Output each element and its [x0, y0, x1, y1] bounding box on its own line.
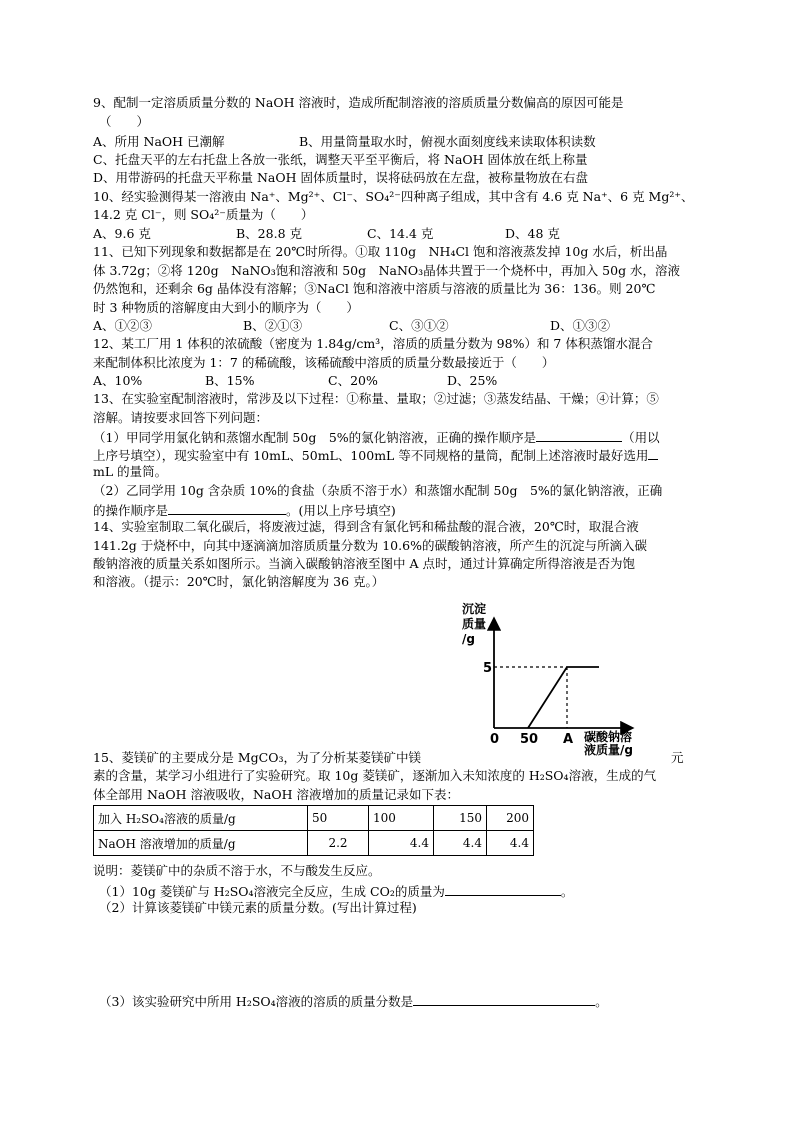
- q9-paren: （ ）: [99, 114, 150, 129]
- q15-line-1b: 元: [671, 750, 684, 765]
- precipitate-chart: [456, 593, 676, 758]
- q15-p1-text: （1）10g 菱镁矿与 H₂SO₄溶液完全反应，生成 CO₂的质量为: [99, 884, 445, 899]
- q11-option-a: A、①②③: [93, 318, 153, 333]
- q9-option-b-text: B、用量筒量取水时，俯视水面刻度线来读取体积读数: [299, 134, 596, 149]
- q11-option-c: C、③①②: [389, 318, 449, 333]
- q9-option-a-text: A、所用 NaOH 已潮解: [93, 134, 225, 149]
- y-axis-label-line: 沉淀: [462, 602, 487, 616]
- q9-stem: 9、配制一定溶质质量分数的 NaOH 溶液时，造成所配制溶液的溶质质量分数偏高的原因可能是: [93, 95, 624, 110]
- q15-part-1: [99, 881, 573, 901]
- origin-label: 0: [490, 732, 500, 747]
- q13-p1-text-a: （1）甲同学用氯化钠和蒸馏水配制 50g 5%的氯化钠溶液，正确的操作顺序是: [93, 430, 537, 445]
- y-axis-label-line: 质量: [462, 617, 487, 631]
- q15-part-2: （2）计算该菱镁矿中镁元素的质量分数。(写出计算过程): [99, 900, 417, 915]
- q10-option-d: D、48 克: [505, 226, 560, 241]
- y-axis-label: [462, 601, 486, 646]
- q13-part-1-line-2: [93, 445, 658, 465]
- q10-option-c: C、14.4 克: [367, 226, 434, 241]
- x-axis-label-line: 液质量/g: [584, 743, 633, 757]
- table-row-label: NaOH 溶液增加的质量/g: [94, 831, 308, 856]
- q13-line-2: 溶解。请按要求回答下列问题：: [93, 410, 269, 425]
- table-cell: 4.4: [369, 831, 434, 856]
- x-tick-label: 50: [520, 732, 539, 747]
- q11-option-d: D、①③②: [550, 318, 611, 333]
- q15-p3-answer-blank[interactable]: [413, 991, 595, 1006]
- x-tick-label: A: [563, 732, 574, 747]
- q13-p1-text-b: （用以: [622, 430, 660, 445]
- q13-p2-text-c: 。(用以上序号填空): [286, 503, 396, 518]
- q9-option-a: [93, 133, 596, 151]
- q13-p2-answer-blank[interactable]: [168, 500, 286, 515]
- x-axis-label-line: 碳酸钠溶: [584, 730, 633, 744]
- q12-line-1: 12、某工厂用 1 体积的浓硫酸（密度为 1.84g/cm³，溶质的质量分数为 98%）和 7 体积蒸馏水混合: [93, 336, 653, 351]
- q15-p1-end: 。: [560, 884, 574, 899]
- table-row-label: 加入 H₂SO₄溶液的质量/g: [94, 806, 308, 831]
- q13-p1-text-c: 上序号填空），现实验室中有 10mL、50mL、100mL 等不同规格的量筒，配制上述溶液时最好选用: [93, 448, 649, 463]
- q10-option-a: A、9.6 克: [93, 226, 151, 241]
- q13-p1-cylinder-blank[interactable]: [648, 445, 658, 460]
- q15-line-1a: 15、菱镁矿的主要成分是 MgCO₃，为了分析某菱镁矿中镁: [93, 750, 422, 765]
- q14-line-4: 和溶液。（提示：20℃时，氯化钠溶解度为 36 克。）: [93, 574, 385, 589]
- q15-part-3: [99, 991, 608, 1011]
- data-table: [93, 805, 534, 856]
- q13-p1-answer-blank[interactable]: [536, 427, 622, 442]
- table-cell: 4.4: [434, 831, 487, 856]
- table-cell: 50: [308, 806, 369, 831]
- q15-note: 说明：菱镁矿中的杂质不溶于水，不与酸发生反应。: [93, 863, 381, 878]
- series-line: [528, 667, 599, 728]
- table-cell: 150: [434, 806, 487, 831]
- q9-option-d: D、用带游码的托盘天平称量 NaOH 固体质量时，误将砝码放在左盘，被称量物放在右盘: [93, 170, 589, 185]
- q13-p2-text-a: （2）乙同学用 10g 含杂质 10%的食盐（杂质不溶于水）和蒸馏水配制 50g 5%的氯化钠溶液，正确: [93, 483, 663, 498]
- q12-line-2: 来配制体积比浓度为 1：7 的稀硫酸，该稀硫酸中溶质的质量分数最接近于（ ）: [93, 355, 555, 370]
- y-tick-label: 5: [483, 661, 493, 676]
- table-cell: 200: [487, 806, 534, 831]
- chart-marks: [483, 661, 599, 747]
- q14-line-1: 14、实验室制取二氧化碳后，将废液过滤，得到含有氯化钙和稀盐酸的混合液，20℃时，取混合液: [93, 519, 639, 534]
- q15-p3-text: （3）该实验研究中所用 H₂SO₄溶液的溶质的质量分数是: [99, 994, 414, 1009]
- q11-line-3: 仍然饱和，还剩余 6g 晶体没有溶解；③NaCl 饱和溶液中溶质与溶液的质量比为 36：136。则 20℃: [93, 281, 656, 296]
- q12-option-d: D、25%: [447, 373, 498, 388]
- table-cell: 2.2: [308, 831, 369, 856]
- q15-p3-end: 。: [595, 994, 608, 1009]
- table-row: [94, 831, 534, 856]
- q12-option-c: C、20%: [328, 373, 378, 388]
- table-cell: 4.4: [487, 831, 534, 856]
- q12-option-a: A、10%: [93, 373, 143, 388]
- q11-line-4: 时 3 种物质的溶解度由大到小的顺序为（ ）: [93, 300, 359, 315]
- q15-line-2: 素的含量，某学习小组进行了实验研究。取 10g 菱镁矿，逐渐加入未知浓度的 H₂SO₄溶液，生成的气: [93, 768, 657, 783]
- q13-part-1-line-1: [93, 427, 660, 447]
- q13-part-2-line-2: [93, 500, 396, 520]
- q11-line-2: 体 3.72g；②将 120g NaNO₃饱和溶液和 50g NaNO₃晶体共置于一个烧杯中，再加入 50g 水，溶液: [93, 263, 681, 278]
- table-cell: 100: [369, 806, 434, 831]
- q14-line-3: 酸钠溶液的质量关系如图所示。当滴入碳酸钠溶液至图中 A 点时，通过计算确定所得溶液是否为饱: [93, 556, 635, 571]
- q10-line-2: 14.2 克 Cl⁻，则 SO₄²⁻质量为（ ）: [93, 207, 314, 222]
- table-row: [94, 806, 534, 831]
- q10-line-1: 10、经实验测得某一溶液由 Na⁺、Mg²⁺、Cl⁻、SO₄²⁻四种离子组成，其中含有 4.6 克 Na⁺、6 克 Mg²⁺、: [93, 189, 694, 204]
- q13-line-1: 13、在实验室配制溶液时，常涉及以下过程：①称量、量取；②过滤；③蒸发结晶、干燥；④计算；⑤: [93, 391, 659, 406]
- q11-option-b: B、②①③: [243, 318, 303, 333]
- q15-line-3: 体全部用 NaOH 溶液吸收，NaOH 溶液增加的质量记录如下表：: [93, 787, 459, 802]
- x-axis-label: [584, 729, 633, 757]
- q14-line-2: 141.2g 于烧杯中，向其中逐滴滴加溶质质量分数为 10.6%的碳酸钠溶液，所产生的沉淀与所滴入碳: [93, 538, 647, 553]
- q13-p1-text-d: mL 的量筒。: [93, 464, 168, 479]
- q13-p2-text-b: 的操作顺序是: [93, 503, 169, 518]
- q10-option-b: B、28.8 克: [236, 226, 302, 241]
- y-axis-label-line: /g: [462, 632, 475, 646]
- q9-option-c: C、托盘天平的左右托盘上各放一张纸，调整天平至平衡后，将 NaOH 固体放在纸上称量: [93, 152, 588, 167]
- q11-line-1: 11、已知下列现象和数据都是在 20℃时所得。①取 110g NH₄Cl 饱和溶液蒸发掉 10g 水后，析出晶: [93, 244, 668, 259]
- q15-p1-answer-blank[interactable]: [445, 881, 561, 896]
- q12-option-b: B、15%: [205, 373, 255, 388]
